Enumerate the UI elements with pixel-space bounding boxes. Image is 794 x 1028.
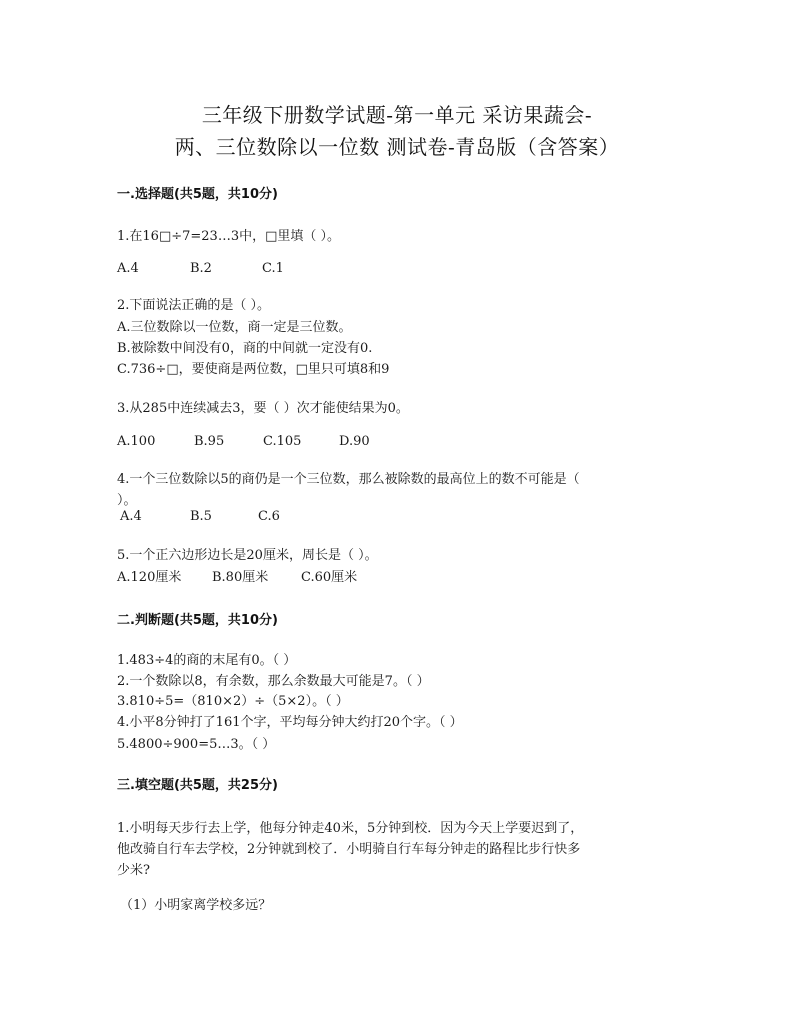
s1-q3-option-a: A.100	[117, 434, 156, 449]
s1-q1-text: 1.在16□÷7=23…3中，□里填（ ）。	[117, 229, 341, 244]
s1-q5-option-c: C.60厘米	[301, 570, 358, 585]
s3-q1-line3: 少米?	[117, 863, 150, 878]
s2-item-5: 5.4800÷900=5…3。（ ）	[117, 737, 276, 752]
section1-heading: 一.选择题(共5题，共10分)	[117, 187, 278, 202]
s1-q4-text-line2: ）。	[117, 493, 137, 508]
s1-q5-option-b: B.80厘米	[212, 570, 269, 585]
s1-q3-option-b: B.95	[194, 434, 225, 449]
s1-q4-option-c: C.6	[258, 509, 280, 524]
s3-q1-line2: 他改骑自行车去学校，2分钟就到校了．小明骑自行车每分钟走的路程比步行快多	[117, 842, 581, 857]
s1-q2-option-b: B.被除数中间没有0，商的中间就一定没有0.	[117, 341, 373, 356]
s2-item-1: 1.483÷4的商的末尾有0。（ ）	[117, 653, 297, 668]
s2-item-3: 3.810÷5=（810×2）÷（5×2）。（ ）	[117, 694, 349, 709]
s1-q3-option-d: D.90	[339, 434, 370, 449]
s1-q2-option-c: C.736÷□，要使商是两位数，□里只可填8和9	[117, 362, 390, 377]
s1-q1-option-a: A.4	[117, 261, 139, 276]
s1-q2-option-a: A.三位数除以一位数，商一定是三位数。	[117, 320, 352, 335]
s1-q4-option-a: A.4	[120, 509, 142, 524]
s1-q1-option-c: C.1	[262, 261, 284, 276]
s2-item-2: 2.一个数除以8，有余数，那么余数最大可能是7。（ ）	[117, 674, 430, 689]
section3-heading: 三.填空题(共5题，共25分)	[117, 778, 278, 793]
s3-q1-line1: 1.小明每天步行去上学，他每分钟走40米，5分钟到校．因为今天上学要迟到了，	[117, 821, 584, 836]
s1-q4-text-line1: 4.一个三位数除以5的商仍是一个三位数，那么被除数的最高位上的数不可能是（	[117, 472, 580, 487]
s1-q2-text: 2.下面说法正确的是（ ）。	[117, 298, 271, 313]
s1-q3-option-c: C.105	[263, 434, 302, 449]
s3-q1-sub1: （1）小明家离学校多远？	[120, 898, 272, 913]
section2-heading: 二.判断题(共5题，共10分)	[117, 613, 278, 628]
page-title-line2: 两、三位数除以一位数 测试卷-青岛版（含答案）	[174, 135, 620, 159]
s1-q5-option-a: A.120厘米	[117, 570, 182, 585]
s1-q4-option-b: B.5	[190, 509, 212, 524]
s1-q3-text: 3.从285中连续减去3，要（ ）次才能使结果为0。	[117, 401, 409, 416]
page-title-line1: 三年级下册数学试题-第一单元 采访果蔬会-	[201, 103, 593, 127]
s1-q5-text: 5.一个正六边形边长是20厘米，周长是（ ）。	[117, 548, 378, 563]
s2-item-4: 4.小平8分钟打了161个字，平均每分钟大约打20个字。（ ）	[117, 715, 463, 730]
s1-q1-option-b: B.2	[190, 261, 212, 276]
